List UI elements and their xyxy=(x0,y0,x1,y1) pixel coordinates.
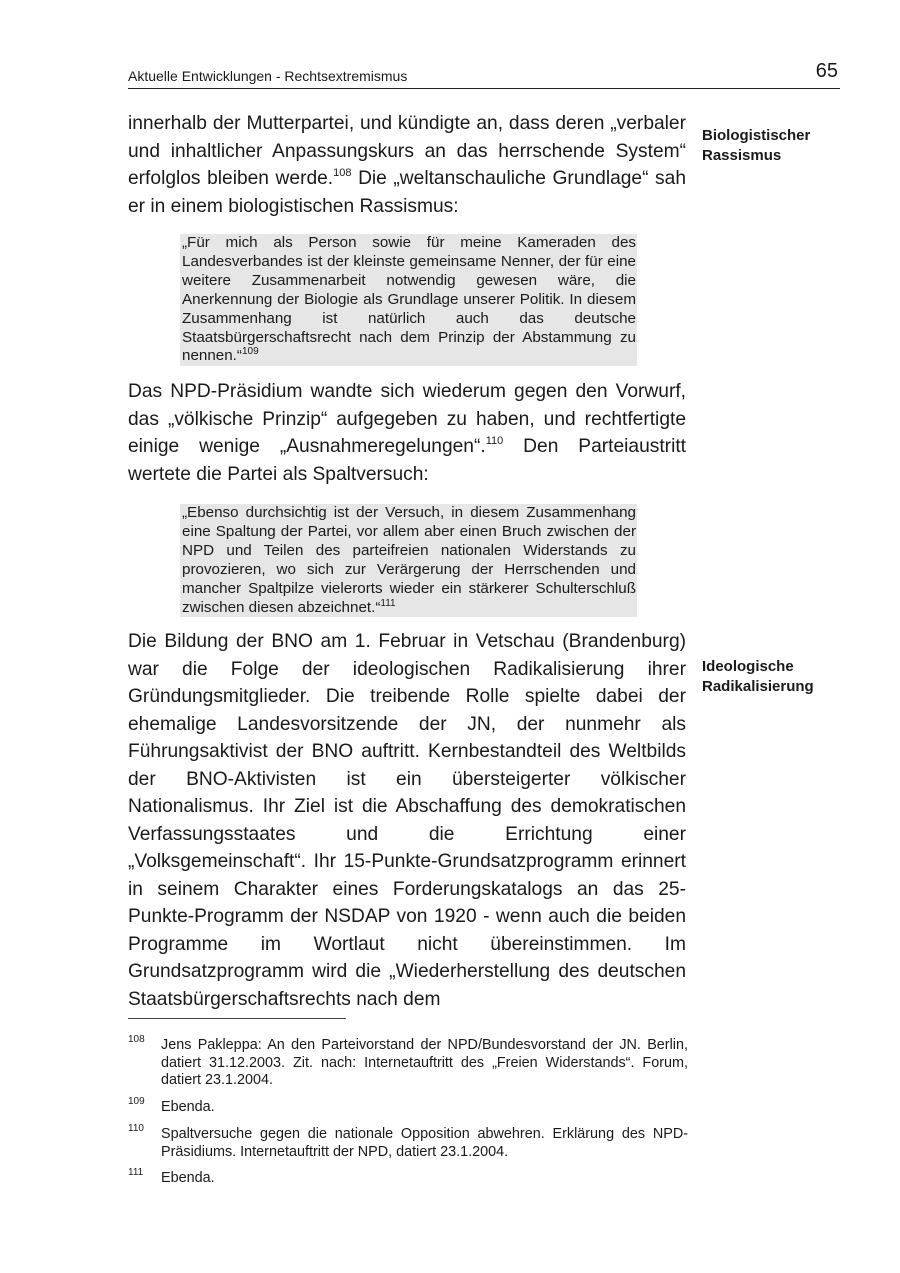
page-number: 65 xyxy=(815,60,838,82)
paragraph-2-text-b: Den Parteiaustritt wertete die Partei als Spaltversuch: xyxy=(128,436,686,485)
paragraph-3: Die Bildung der BNO am 1. Februar in Vetschau (Brandenburg) war die Folge der ideologischen Radikalisierung ihrer Gründungsmitglieder. Die treibende Rolle spielte dabei der ehemalige Landesvorsitzende der JN, der nunmehr als Führungsaktivist der BNO auftritt. Kernbestandteil des Weltbilds der BNO-Aktivisten ist ein übersteigerter völkischer Nationalismus. Ihr Ziel ist die Abschaffung des demokratischen Verfassungsstaates und die Errichtung einer „Volksgemeinschaft“. Ihr 15-Punkte-Grundsatzprogramm erinnert in seinem Charakter eines Forderungskatalogs an das 25-Punkte-Programm der NSDAP von 1920 - wenn auch die beiden Programme im Wortlaut nicht übereinstimmen. Im Grundsatzprogramm wird die „Wiederherstellung des deutschen Staatsbürgerschaftsrechts nach dem xyxy=(128,631,686,1010)
footnote-number: 110 xyxy=(128,1123,144,1134)
footnote-number: 108 xyxy=(128,1034,145,1045)
paragraph-2 xyxy=(128,378,686,488)
blockquote-1-text: „Für mich als Person sowie für meine Kameraden des Landesverbandes ist der kleinste gemeinsame Nenner, der für eine weitere Zusammenarbeit notwendig gewesen wäre, die Anerkennung der Biologie als Grundlage unserer Politik. In diesem Zusammenhang ist natürlich auch das deutsche Staatsbürgerschaftsrecht nach dem Prinzip der Abstammung zu nennen.“ xyxy=(182,234,636,365)
footnote-separator xyxy=(128,1018,346,1019)
blockquote-2 xyxy=(180,504,637,617)
running-title: Aktuelle Entwicklungen - Rechtsextremismus xyxy=(128,68,408,84)
footnote-ref-110[interactable]: 110 xyxy=(485,435,504,447)
footnote-text: Jens Pakleppa: An den Parteivorstand der NPD/Bundesvorstand der JN. Berlin, datiert 31.12.2003. Zit. nach: Internetauftritt des „Freien Widerstands“. Forum, datiert 23.1.2004. xyxy=(161,1037,688,1088)
footnote-text: Spaltversuche gegen die nationale Opposition abwehren. Erklärung des NPD-Präsidiums. Internetauftritt der NPD, datiert 23.1.2004. xyxy=(161,1126,688,1160)
paragraph-1-text-b: Die „weltanschauliche Grundlage“ sah er in einem biologistischen Rassismus: xyxy=(128,168,686,217)
blockquote-1 xyxy=(180,234,637,366)
paragraph-1 xyxy=(128,110,686,220)
blockquote-2-text: „Ebenso durchsichtig ist der Versuch, in diesem Zusammenhang eine Spaltung der Partei, vor allem aber einen Bruch zwischen der NPD und Teilen des parteifreien nationalen Widerstands zu provozieren, wo sich zur Verärgerung der Herrschenden und mancher Spaltpilze vielerorts wieder ein stärkerer Schulterschluß zwischen diesen abzeichnet.“ xyxy=(182,504,636,616)
footnote-ref-108[interactable]: 108 xyxy=(333,167,352,179)
paragraph-1-text-a: innerhalb der Mutterpartei, und kündigte an, dass deren „verbaler und inhaltlicher Anpassungskurs an das herrschende System“ erfolglos bleiben werde. xyxy=(128,113,686,189)
footnote-text: Ebenda. xyxy=(161,1099,215,1115)
footnote-text: Ebenda. xyxy=(161,1170,215,1186)
footnote-number: 111 xyxy=(128,1167,144,1178)
paragraph-2-text-a: Das NPD-Präsidium wandte sich wiederum gegen den Vorwurf, das „völkische Prinzip“ aufgegeben zu haben, und rechtfertigte einige wenige „Ausnahmeregelungen“. xyxy=(128,381,686,457)
footnote-number: 109 xyxy=(128,1096,145,1107)
footnote-ref-109[interactable]: 109 xyxy=(241,346,259,358)
page-header xyxy=(128,60,840,89)
footnote-ref-111[interactable]: 111 xyxy=(380,597,396,609)
margin-note-ideologische-radikalisierung: Ideologische Radikalisierung xyxy=(702,658,814,695)
margin-note-biologistischer-rassismus: Biologistischer Rassismus xyxy=(702,127,811,164)
